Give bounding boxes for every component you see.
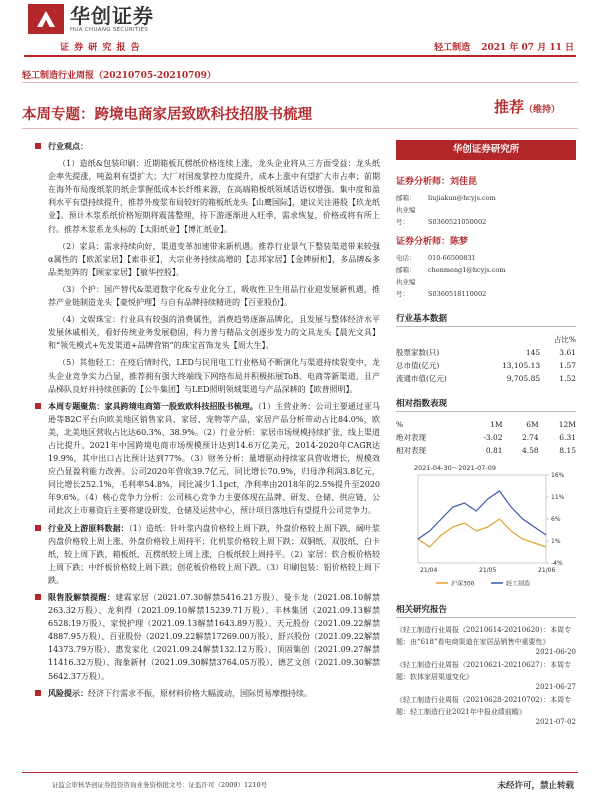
y-tick-label: 6%	[551, 516, 561, 523]
y-tick-label: -4%	[551, 560, 563, 567]
bullet-square-icon	[35, 594, 41, 600]
y-tick-label: 16%	[551, 472, 565, 479]
x-tick-label: 21/04	[420, 567, 438, 574]
analyst-name: 证券分析师：刘佳昆	[396, 177, 478, 187]
analyst-email: 邮箱： liujiakun@hcyjs.com	[396, 194, 496, 202]
table-row: 相对表现 0.81 4.58 8.15	[396, 446, 576, 455]
analyst-phone: 电话： 010-66500831	[396, 254, 476, 262]
paragraph: 风险提示：经济下行需求不振，原材料价格大幅波动，国际贸易摩擦持续。	[48, 687, 312, 698]
industry-label: 轻工制造	[434, 43, 471, 53]
analyst-cert: 执业编号： S0360518110002	[396, 278, 487, 298]
legend-label: 沪深300	[451, 580, 475, 588]
related-report[interactable]: 《轻工制造行业周报（20210628-20210702）：本周专题：轻工制造行业2021年中报业绩前瞻》	[396, 696, 572, 716]
footer-divider	[22, 772, 578, 773]
performance-title: 相对指数表现	[396, 397, 576, 412]
header-divider	[24, 55, 576, 57]
main-content	[48, 140, 380, 704]
bullet-label: 限售股解禁提醒：	[48, 592, 116, 602]
x-tick-label: 21/05	[479, 567, 497, 574]
bullet-square-icon	[35, 403, 41, 409]
paragraph: 限售股解禁提醒：建霖家居（2021.07.30解禁5416.21万股）、曼卡龙（2021.08.10解禁263.32万股）、龙利得（2021.09.10解禁15239.71万股）、丰林集团（2021.09.13解禁6528.19万股）、家悦护理（2021.09.13解禁1643.89万股）、天元股份（2021.09.22解禁4887.95万股）、百亚股份（2021.09.22解禁17269.00万股）、舒兴股份（2021.09.22解禁14373.79万股）、惠发家化（2021.09.24解禁132.12万股）、顶固集创（2021.09.27解禁11416.32万股）、海象新材（2021.09.30解禁3764.05万股）、德艺文创（2021.09.30解禁5642.37万股）。	[48, 592, 380, 681]
logo-mark-icon	[28, 4, 64, 34]
analyst-cert: 执业编号： S0360521050002	[396, 206, 487, 226]
analyst-name: 证券分析师：陈梦	[396, 237, 469, 247]
legend-label: 轻工制造	[506, 580, 531, 588]
series-line-1	[418, 491, 546, 539]
related-report[interactable]: 《轻工制造行业周报（20210614-20210620）：本周专题：由“618”看电商渠道在家居品销售中重要性》	[396, 626, 572, 646]
chart-frame	[418, 475, 546, 563]
y-tick-label: 11%	[551, 494, 565, 501]
bullet-square-icon	[35, 690, 41, 696]
related-report[interactable]: 《轻工制造行业周报（20210621-20210627）：本周专题：软体家居渠道变化》	[396, 661, 572, 681]
performance-chart-svg	[396, 461, 576, 591]
bullet-label: 行业及上游原料数据：	[48, 522, 129, 533]
report-date: 2021 年 07 月 11 日	[481, 43, 574, 53]
logo-english: HUA CHUANG SECURITIES	[70, 27, 149, 33]
series-title: 轻工制造行业周报（20210705-20210709）	[22, 71, 216, 81]
basic-data-title: 行业基本数据	[396, 312, 576, 327]
related-report-date: 2021-07-02	[535, 718, 576, 726]
rating	[494, 96, 560, 117]
bullet-label: 风险提示：	[48, 687, 88, 698]
related-title: 相关研究报告	[396, 603, 576, 618]
table-row: % 1M 6M 12M	[396, 420, 576, 429]
table-row: 绝对表现 -3.02 2.74 6.31	[396, 433, 576, 442]
bullet-square-icon	[35, 143, 41, 149]
bullet-section	[48, 140, 380, 396]
series-divider	[22, 82, 578, 83]
title-divider	[22, 128, 578, 129]
bullet-section	[48, 591, 380, 683]
paragraph: 本周专题聚焦：家具跨境电商第一股致欧科技招股书梳理。（1）主营业务：公司主要通过亚马逊等B2C平台向欧美地区销售家具、家居、宠物等产品，家居产品分析带动占比84.0%，欧美，北美地区营收占比达60.3%、38.9%。（2）行业分析：家居市场规模持续扩张，线上渠道占比提升。2021年中国跨境电商市场规模预计达到14.6万亿美元，2014-2020年CAGR达19.9%，其中出口占比预计达到77%。（3）财务分析：量增驱动持续家具营收增长，规模效应凸显盈利能力改善。公司2020年营收39.7亿元，同比增长70.9%，归母净利润3.8亿元，同比增长252.1%，毛利率54.8%，同比减少1.1pct，净利率由2018年的2.5%提升至2020年9.6%。（4）核心竞争力分析：公司核心竞争力主要体现在品牌、研发、仓储、供应链，公司此次上市募资后主要将建设研发、仓储及运营中心，预计项目落地后有望提升公司竞争力。	[48, 400, 380, 516]
y-tick-label: 1%	[551, 538, 561, 545]
institute-banner: 华创证券研究所	[396, 140, 576, 160]
logo-name: 华创证券	[70, 4, 154, 28]
bullet-label: 本周专题聚焦：家具跨境电商第一股致欧科技招股书梳理。	[48, 400, 258, 411]
analyst-block-2	[396, 234, 576, 300]
rating-sub: （维持）	[523, 105, 560, 115]
paragraph	[48, 140, 380, 153]
company-logo	[28, 4, 154, 34]
performance-table	[396, 418, 576, 457]
paragraph: （2）家具：需求持续向好，渠道变革加速带来新机遇。推荐行业景气下整装渠道带来较强α属性的【欧派家居】【索菲亚】，大宗业务持续高增的【志邦家居】【金牌厨柜】，多品牌&多品类矩阵的【顾家家居】【敏华控股】。	[48, 241, 380, 277]
paragraph: （4）文娱珠宝：行业具有较强的消费属性，消费趋势逐渐品牌化，且发展与整体经济水平发展休戚相关，看好传统业务发展稳固，科力普与精品文创逐步发力的文具龙头【晨光文具】和“领先模式+先发渠道+品牌营销”的珠宝首饰龙头【周大生】。	[48, 315, 380, 351]
bullet-section	[48, 522, 380, 587]
bullet-square-icon	[35, 525, 41, 531]
paragraph: （1）造纸&包装印刷：近期箱板瓦楞纸价格连续上涨，龙头企业将从三方面受益：龙头纸企率先提涨，吨盈利有望扩大；大厂对国废掌控力度提升，成本上涨中有望扩大市占率；前期在海外布局废纸浆的纸企掌握低成本长纤维来源，在高端箱板纸领域话语权增强。集中度和盈利水平有望持续提升，推荐外废浆布局较好的箱板纸龙头【山鹰国际】，建议关注港股【玖龙纸业】。预计木浆系纸价格短期将震荡整理，待下游逐渐进入旺季，需求恢复，价格或将有所上行。推荐木浆系龙头标的【太阳纸业】【博汇纸业】。	[48, 159, 380, 234]
paragraph: （5）其他轻工：在疫后情时代，LED与民用电工行业格局不断演化与渠道持续裂变中，龙头企业竞争实力凸显，推荐拥有强大终端线下网络布局并积极拓展ToB、电商等新渠道，且产品梯队良好并持续创新的【公牛集团】与LED照明领域渠道与产品深耕的【欧普照明】。	[48, 358, 380, 394]
table-row: 占比%	[553, 335, 576, 344]
bullet-section	[48, 687, 380, 700]
analyst-email: 邮箱： chenmeng1@hcyjs.com	[396, 266, 506, 274]
related-report-date: 2021-06-27	[535, 683, 576, 691]
related-list	[396, 624, 576, 726]
table-row: 总市值(亿元) 13,105.13 1.57	[396, 361, 576, 370]
x-tick-label: 21/06	[538, 567, 556, 574]
table-row: 流通市值(亿元) 9,705.85 1.52	[396, 374, 576, 383]
basic-data-table	[396, 333, 576, 385]
header-meta	[426, 40, 574, 53]
footer-license: 证监会审核华创证券投资咨询业务资格批文号：证监许可（2009）1210号	[52, 781, 268, 789]
rating-main: 推荐	[493, 98, 524, 116]
analyst-block-1	[396, 174, 576, 228]
sidebar	[396, 140, 576, 726]
bullet-section	[48, 400, 380, 518]
footer-copyright: 未经许可，禁止转载	[497, 781, 574, 791]
paragraph: （3）个护：国产替代&渠道数字化&专业化分工，吸收性卫生用品行业迎发展新机遇，推荐产业链制造龙头【豪悦护理】与自有品牌持续精进的【百亚股份】。	[48, 284, 380, 308]
table-row: 股票家数(只) 145 3.61	[396, 348, 576, 357]
report-type: 证 券 研 究 报 告	[60, 43, 141, 53]
bullet-label: 行业观点：	[48, 141, 88, 151]
performance-chart	[396, 461, 576, 591]
chart-title: 2021-04-30～2021-07-09	[414, 464, 497, 472]
page-header	[0, 0, 600, 60]
paragraph: 行业及上游原料数据：（1）造纸：针叶浆内盘价格较上周下跌，外盘价格较上周下跌，阔叶浆内盘价格较上周上涨，外盘价格较上周持平；化机浆价格较上周下跌；双铜纸、双胶纸、白卡纸，较上周下跌，箱板纸、瓦楞纸较上周上涨，白板纸较上周持平。（2）家居：软合板价格较上周下跌；中纤板价格较上周下跌；创花板价格较上周下跌。（3）印刷包装：铝价格较上周下跌。	[48, 522, 381, 585]
page-title: 本周专题：跨境电商家居致欧科技招股书梳理	[22, 106, 312, 123]
related-report-date: 2021-06-20	[535, 648, 576, 656]
